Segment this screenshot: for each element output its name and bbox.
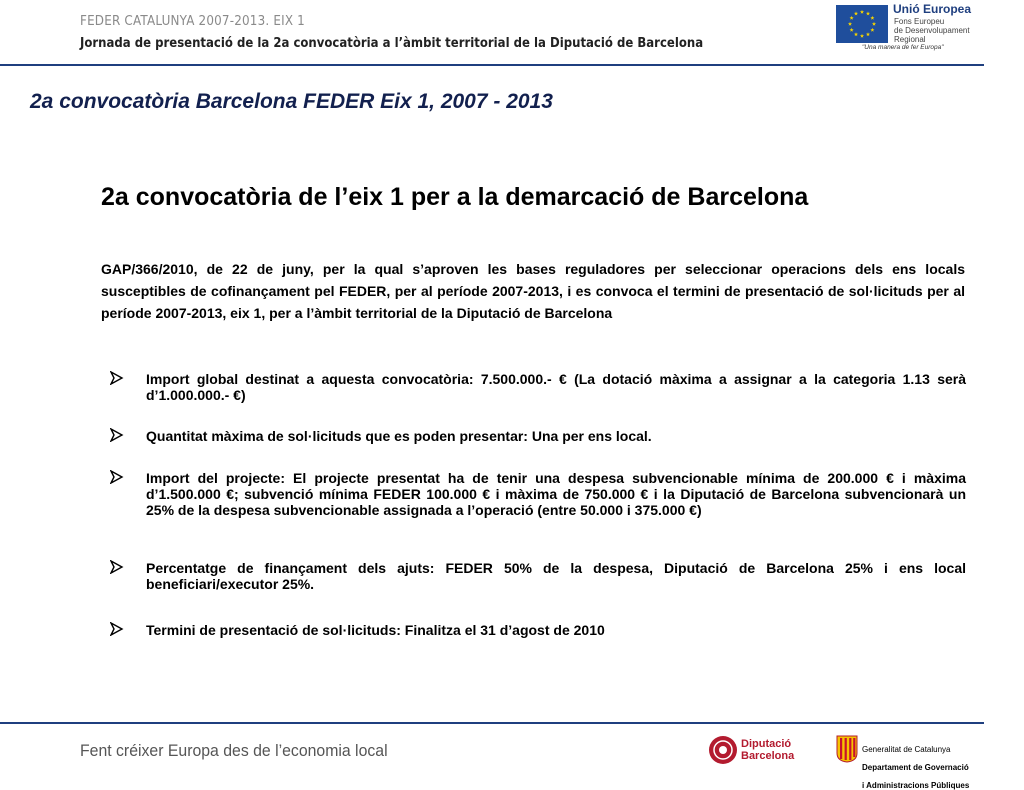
- eu-fund-name: Fons Europeu de Desenvolupament Regional: [894, 17, 970, 44]
- event-title: Jornada de presentació de la 2a convocatòria a l’àmbit territorial de la Diputació de Barcelona: [80, 36, 704, 51]
- generalitat-logo-icon: [836, 735, 858, 763]
- bullet-text: Import del projecte: El projecte presentat ha de tenir una despesa subvencionable mínima de 200.000 € i màxima d’1.500.000 €; subvenció mínima FEDER 100.000 € i màxima de 750.000 € i la Diputació de Barcelona subvencionarà un 25% de la despesa subvencionable assignada a l’operació (entre 50.000 i 375.000 €): [146, 470, 966, 518]
- bullet-item: [110, 560, 966, 592]
- program-label: FEDER CATALUNYA 2007-2013. EIX 1: [80, 14, 305, 29]
- eu-title: Unió Europea: [893, 2, 972, 16]
- arrow-bullet-icon: [110, 560, 124, 574]
- arrow-bullet-icon: [110, 428, 124, 442]
- generalitat-line-3: i Administracions Públiques: [862, 781, 970, 790]
- eu-motto: "Una manera de fer Europa": [862, 44, 944, 51]
- bullet-item: [110, 428, 966, 444]
- arrow-bullet-icon: [110, 622, 124, 636]
- generalitat-line-2: Departament de Governació: [862, 763, 969, 772]
- bullet-item: [110, 470, 966, 518]
- bullet-item: [110, 622, 966, 638]
- bullet-text: Import global destinat a aquesta convocatòria: 7.500.000.- € (La dotació màxima a assignar a la categoria 1.13 serà d’1.000.000.- €): [146, 371, 966, 403]
- main-heading: 2a convocatòria de l’eix 1 per a la demarcació de Barcelona: [101, 183, 809, 211]
- footer-divider: [0, 722, 984, 724]
- eu-flag-icon: [836, 5, 888, 43]
- bullet-text: Percentatge de finançament dels ajuts: FEDER 50% de la despesa, Diputació de Barcelona 25% i ens local beneficiari/executor 25%.: [146, 560, 966, 592]
- header: [0, 0, 1024, 68]
- generalitat-line-1: Generalitat de Catalunya: [862, 745, 951, 754]
- generalitat-logo-text: [862, 736, 969, 790]
- bullet-text: Quantitat màxima de sol·licituds que es poden presentar: Una per ens local.: [146, 428, 652, 444]
- bullet-item: [110, 371, 966, 403]
- header-divider: [0, 64, 984, 66]
- diputacio-logo-text: Diputació Barcelona: [741, 738, 795, 762]
- arrow-bullet-icon: [110, 470, 124, 484]
- diputacio-logo-icon: [708, 735, 738, 765]
- slide-title: 2a convocatòria Barcelona FEDER Eix 1, 2007 - 2013: [30, 90, 553, 113]
- bullet-text: Termini de presentació de sol·licituds: Finalitza el 31 d’agost de 2010: [146, 622, 605, 638]
- footer-slogan: Fent créixer Europa des de l’economia local: [80, 741, 388, 760]
- intro-paragraph: GAP/366/2010, de 22 de juny, per la qual s’aproven les bases reguladores per seleccionar operacions dels ens locals susceptibles de cofinançament pel FEDER, per al període 2007-2013, i es convoca el termini de presentació de sol·licituds per al període 2007-2013, eix 1, per a l’àmbit territorial de la Diputació de Barcelona: [101, 261, 965, 321]
- arrow-bullet-icon: [110, 371, 124, 385]
